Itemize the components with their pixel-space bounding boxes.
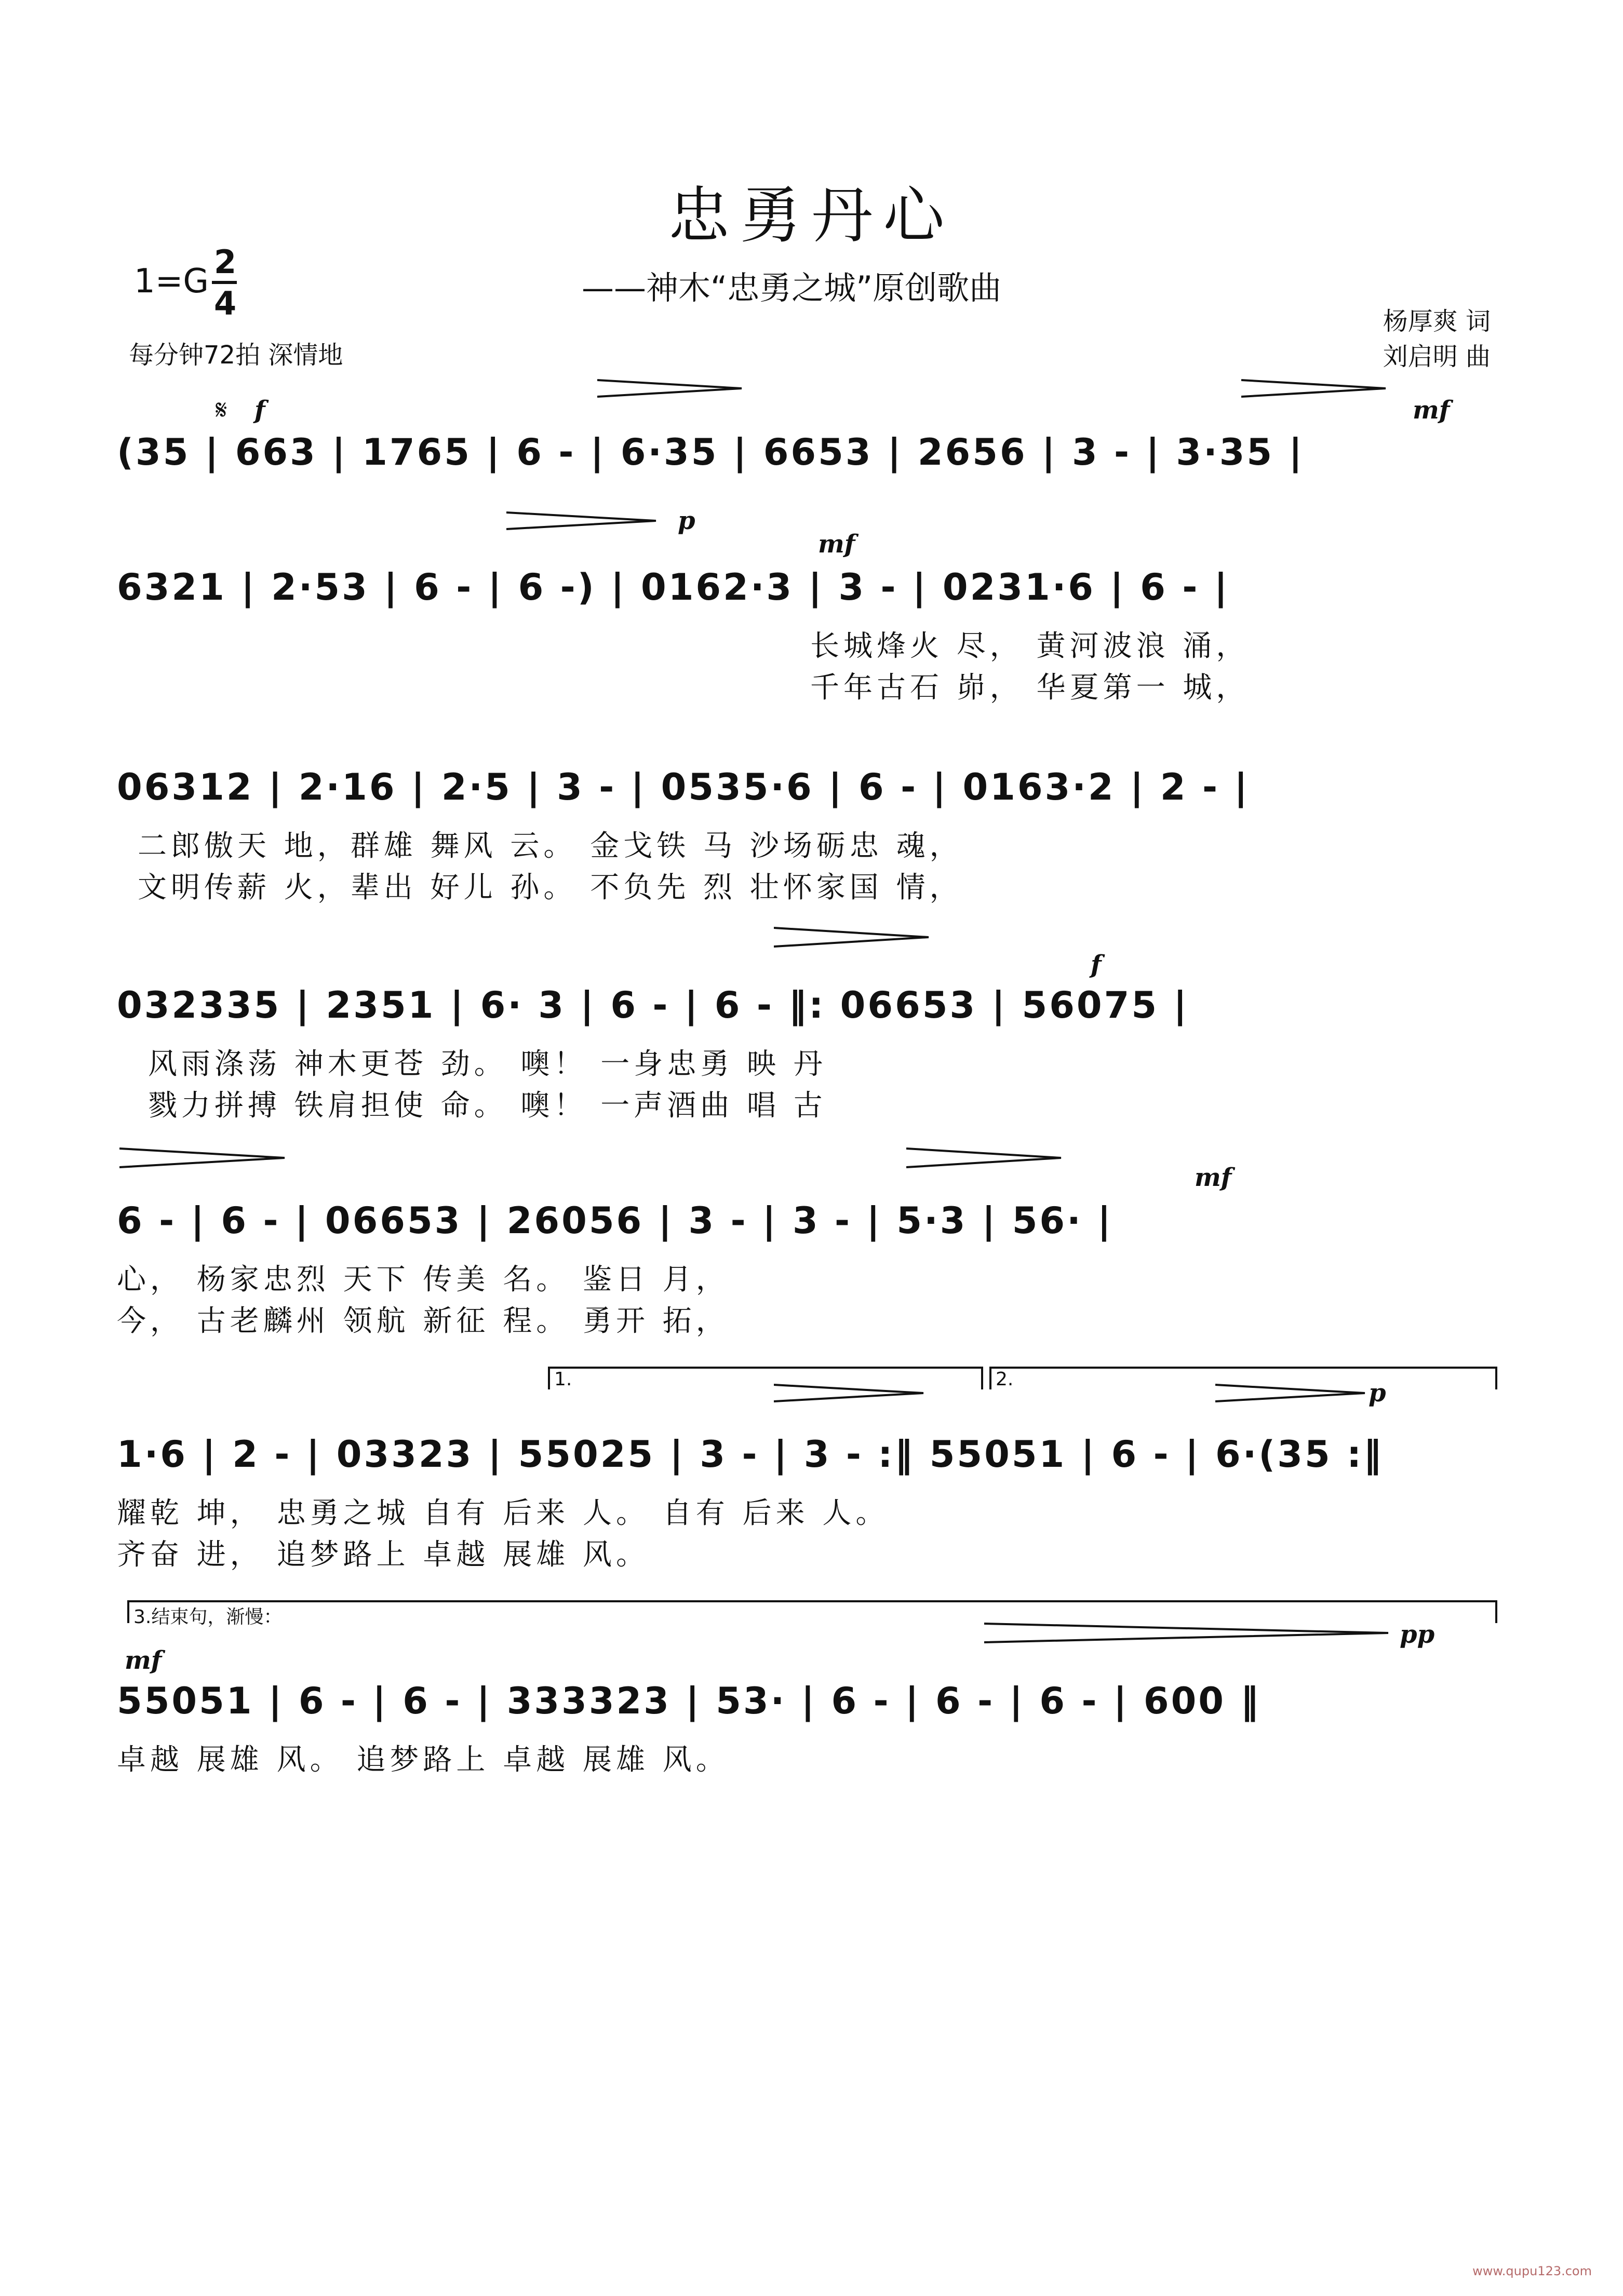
decrescendo-hairpin [506, 511, 657, 532]
dynamic-p: p [678, 506, 695, 535]
decrescendo-hairpin [1215, 1384, 1366, 1404]
dynamic-f: f [1091, 950, 1102, 979]
notation-line: 6 - | 6 - | 06653 | 26056 | 3 - | 3 - | 5·3 | 56· | [117, 1199, 1113, 1242]
lyric-verse-1: 二郎傲天 地，群雄 舞风 云。 金戈铁 马 沙场砺忠 魂， [138, 829, 963, 863]
second-ending-label: 2. [996, 1369, 1014, 1390]
notation-line: 06312 | 2·16 | 2·5 | 3 - | 0535·6 | 6 - | 0163·2 | 2 - | [117, 766, 1250, 808]
music-system-6 [117, 1433, 1509, 1495]
dynamic-f: f [254, 396, 265, 425]
decrescendo-hairpin [984, 1623, 1389, 1646]
subtitle: ——神木“忠勇之城”原创歌曲 [582, 269, 1002, 307]
music-system-5 [117, 1199, 1509, 1262]
decrescendo-hairpin [1241, 379, 1387, 400]
time-signature-top: 2 [214, 243, 237, 281]
music-system-1 [117, 431, 1509, 493]
key-signature: 1=G [134, 262, 209, 301]
time-signature-bottom: 4 [214, 285, 237, 322]
lyric-verse-1: 心， 杨家忠烈 天下 传美 名。 鉴日 月， [117, 1263, 729, 1296]
notation-line: 032335 | 2351 | 6· 3 | 6 - | 6 - ‖: 06653 | 56075 | [117, 984, 1189, 1027]
dynamic-mf: mf [818, 530, 855, 559]
coda-ending-bracket [127, 1600, 1497, 1628]
dynamic-mf: mf [1195, 1163, 1232, 1192]
dynamic-p: p [1369, 1379, 1386, 1408]
decrescendo-hairpin [906, 1147, 1062, 1171]
lyric-verse-1: 耀乾 坤， 忠勇之城 自有 后来 人。 自有 后来 人。 [117, 1496, 889, 1530]
music-system-3 [117, 766, 1509, 828]
lyric-verse-1: 风雨涤荡 神木更苍 劲。 噢！ 一身忠勇 映 丹 [148, 1047, 827, 1081]
composer-credit: 刘启明 曲 [1383, 342, 1491, 371]
first-ending-label: 1. [554, 1369, 572, 1390]
lyric-verse-2: 齐奋 进， 追梦路上 卓越 展雄 风。 [117, 1538, 650, 1572]
music-system-4 [117, 984, 1509, 1046]
decrescendo-hairpin [774, 927, 930, 950]
lyric-verse-1: 卓越 展雄 风。 追梦路上 卓越 展雄 风。 [117, 1743, 729, 1777]
notation-line: 55051 | 6 - | 6 - | 333323 | 53· | 6 - | 6 - | 6 - | 600 ‖ [117, 1680, 1261, 1722]
lyric-verse-2: 千年古石 峁， 华夏第一 城， [810, 671, 1250, 705]
notation-line: 1·6 | 2 - | 03323 | 55025 | 3 - | 3 - :‖ 55051 | 6 - | 6·(35 :‖ [117, 1433, 1384, 1476]
tempo-marking: 每分钟72拍 深情地 [129, 341, 343, 370]
decrescendo-hairpin [119, 1147, 286, 1171]
music-system-7 [117, 1680, 1509, 1742]
decrescendo-hairpin [597, 379, 743, 400]
music-system-2 [117, 566, 1509, 628]
segno-mark: 𝄋 [216, 395, 227, 426]
lyric-verse-2: 戮力拼搏 铁肩担使 命。 噢！ 一声酒曲 唱 古 [148, 1089, 827, 1123]
notation-line: 6321 | 2·53 | 6 - | 6 -) | 0162·3 | 3 - | 0231·6 | 6 - | [117, 566, 1230, 609]
site-watermark: www.qupu123.com [1472, 2264, 1592, 2278]
decrescendo-hairpin [774, 1384, 924, 1404]
dynamic-pp: pp [1400, 1620, 1435, 1649]
dynamic-mf: mf [125, 1646, 162, 1675]
dynamic-mf: mf [1413, 396, 1450, 425]
lyricist-credit: 杨厚爽 词 [1383, 307, 1491, 336]
coda-ending-label: 3.结束句，渐慢： [133, 1606, 283, 1628]
lyric-verse-2: 文明传薪 火，辈出 好儿 孙。 不负先 烈 壮怀家国 情， [138, 871, 963, 904]
song-title: 忠勇丹心 [668, 180, 955, 251]
lyric-verse-2: 今， 古老麟州 领航 新征 程。 勇开 拓， [117, 1304, 729, 1338]
lyric-verse-1: 长城烽火 尽， 黄河波浪 涌， [810, 629, 1250, 663]
time-signature-divider [212, 281, 237, 284]
notation-line: (35 | 663 | 1765 | 6 - | 6·35 | 6653 | 2656 | 3 - | 3·35 | [117, 431, 1305, 474]
